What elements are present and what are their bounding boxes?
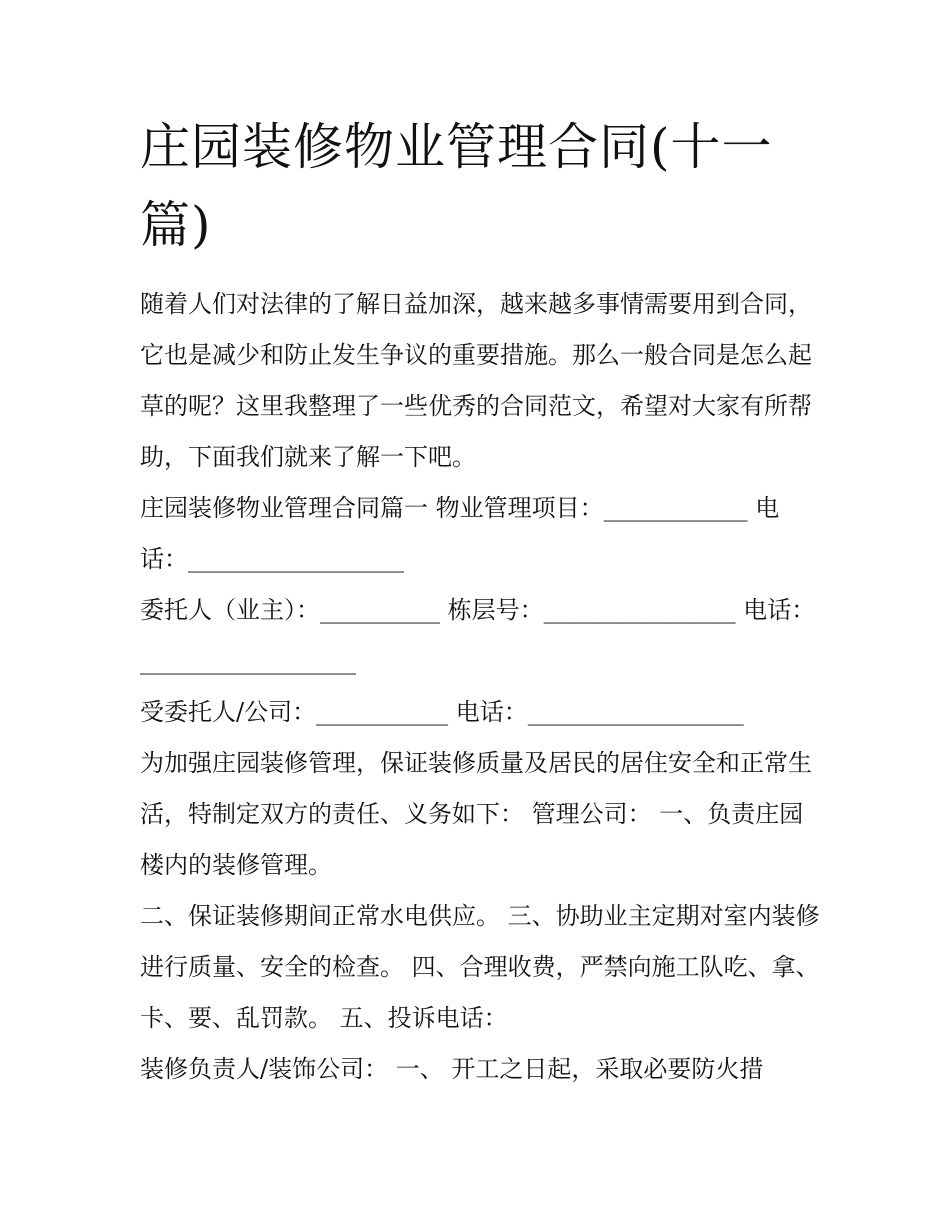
document-title: 庄园装修物业管理合同(十一篇): [140, 118, 773, 254]
paragraph-management-duties: 为加强庄园装修管理，保证装修质量及居民的居住安全和正常生活，特制定双方的责任、义务如下： 管理公司： 一、负责庄园楼内的装修管理。: [140, 749, 812, 879]
document-body: [140, 279, 820, 1095]
paragraph-contractor-info: 受委托人/公司：___________ 电话：__________________: [140, 698, 744, 726]
paragraph-client-info: 委托人（业主）：__________ 栋层号：________________ 电话：__________________: [140, 596, 816, 675]
paragraph-project-info: 庄园装修物业管理合同篇一 物业管理项目：____________ 电话：__________________: [140, 494, 780, 573]
paragraph-intro: 随着人们对法律的了解日益加深，越来越多事情需要用到合同，它也是减少和防止发生争议的重要措施。那么一般合同是怎么起草的呢？这里我整理了一些优秀的合同范文，希望对大家有所帮助，下面我们就来了解一下吧。: [140, 290, 812, 471]
paragraph-management-duties-continued: 二、保证装修期间正常水电供应。 三、协助业主定期对室内装修进行质量、安全的检查。 四、合理收费，严禁向施工队吃、拿、卡、要、乱罚款。 五、投诉电话：: [140, 902, 820, 1032]
paragraph-decorator-duties: 装修负责人/装饰公司： 一、 开工之日起，采取必要防火措: [140, 1055, 764, 1083]
